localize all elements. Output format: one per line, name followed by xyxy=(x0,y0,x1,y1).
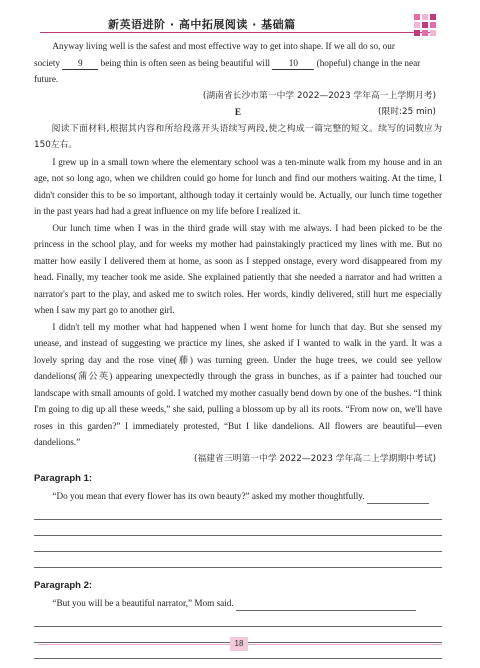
header-rule xyxy=(40,32,430,33)
paragraph-2-prompt-row xyxy=(34,595,442,612)
paragraph-2-prompt: “But you will be a beautiful narrator,” Mom said. xyxy=(52,597,234,608)
page-content xyxy=(34,38,442,668)
source-citation-d: (湖南省长沙市第一中学 2022—2023 学年高一上学期月考) xyxy=(202,90,436,101)
section-letter xyxy=(34,104,442,121)
header-title: 新英语进阶 · 高中拓展阅读 · 基础篇 xyxy=(108,18,296,31)
paragraph-2-label: Paragraph 2: xyxy=(34,580,93,591)
text-fragment: (hopeful) change in the near future. xyxy=(34,57,421,84)
text-fragment: being thin is often seen as being beautiful will xyxy=(100,57,271,68)
writing-line[interactable] xyxy=(34,520,442,536)
blank-9[interactable]: 9 xyxy=(62,57,98,70)
writing-line[interactable] xyxy=(367,492,429,504)
writing-line[interactable] xyxy=(34,536,442,552)
source-citation-e: (福建省三明第一中学 2022—2023 学年高二上学期期中考试) xyxy=(194,453,436,464)
page-number: 18 xyxy=(230,637,248,651)
passage-paragraph: I grew up in a small town where the elementary school was a ten-minute walk from my house and in an age, not so long ago, when we children could go home for lunch and find our mothers waiting. At the time, I didn't consider this to be so important, although today it certainly would be. Actually, our lunch time together in the past years had had a great influence on my life before I realized it. xyxy=(34,156,442,216)
passage-d-line1: Anyway living well is the safest and most effective way to get into shape. If we all do so, our xyxy=(52,41,395,51)
writing-line[interactable] xyxy=(34,504,442,520)
passage-d-line2 xyxy=(34,55,442,88)
writing-line[interactable] xyxy=(34,659,442,668)
section-letter-text: E xyxy=(234,107,242,117)
passage-paragraph: I didn't tell my mother what had happened when I went home for lunch that day. But she sensed my unease, and instead of suggesting we practice my lines, she asked if I wanted to walk in the yard. It was a lovely spring day and the rose vine(藤) was turning green. Under the huge trees, we could see yellow dandelions(蒲公英) appearing unexpectedly through the grass in bunches, as if a painter had touched our landscape with small amounts of gold. I watched my mother casually bend down by one of the bushes. “I think I'm going to dig up all these weeds,” she said, pulling a blossom up by all its roots. “From now on, we'll have roses in this garden?” I immediately protested, “But I like dandelions. All flowers are beautiful—even dandelions.” xyxy=(34,321,442,447)
page-header xyxy=(0,10,480,38)
instruction: 阅读下面材料,根据其内容和所给段落开头语续写两段,使之构成一篇完整的短文。续写的词数应为150左右。 xyxy=(34,123,442,150)
writing-line[interactable] xyxy=(236,599,416,611)
writing-line[interactable] xyxy=(34,611,442,627)
paragraph-1-prompt: “Do you mean that every flower has its own beauty?” asked my mother thoughtfully. xyxy=(52,490,365,501)
text-fragment: society xyxy=(34,57,61,68)
writing-line[interactable] xyxy=(34,552,442,568)
paragraph-1-prompt-row xyxy=(34,488,442,505)
blank-10[interactable]: 10 xyxy=(272,57,314,70)
paragraph-1-label: Paragraph 1: xyxy=(34,473,93,484)
time-limit: (限时:25 min) xyxy=(377,107,436,117)
passage-paragraph: Our lunch time when I was in the third grade will stay with me always. I had been picked to be the princess in the school play, and for weeks my mother had painstakingly practiced my lines with me. But no matter how easily I delivered them at home, as soon as I stepped onstage, every word disappeared from my head. Finally, my teacher took me aside. She explained patiently that she needed a narrator and had written a narrator's part to the play, and asked me to switch roles. Her words, kindly delivered, still hurt me especially when I saw my part go to another girl. xyxy=(34,222,442,315)
header-grid-decoration-icon xyxy=(414,14,436,36)
